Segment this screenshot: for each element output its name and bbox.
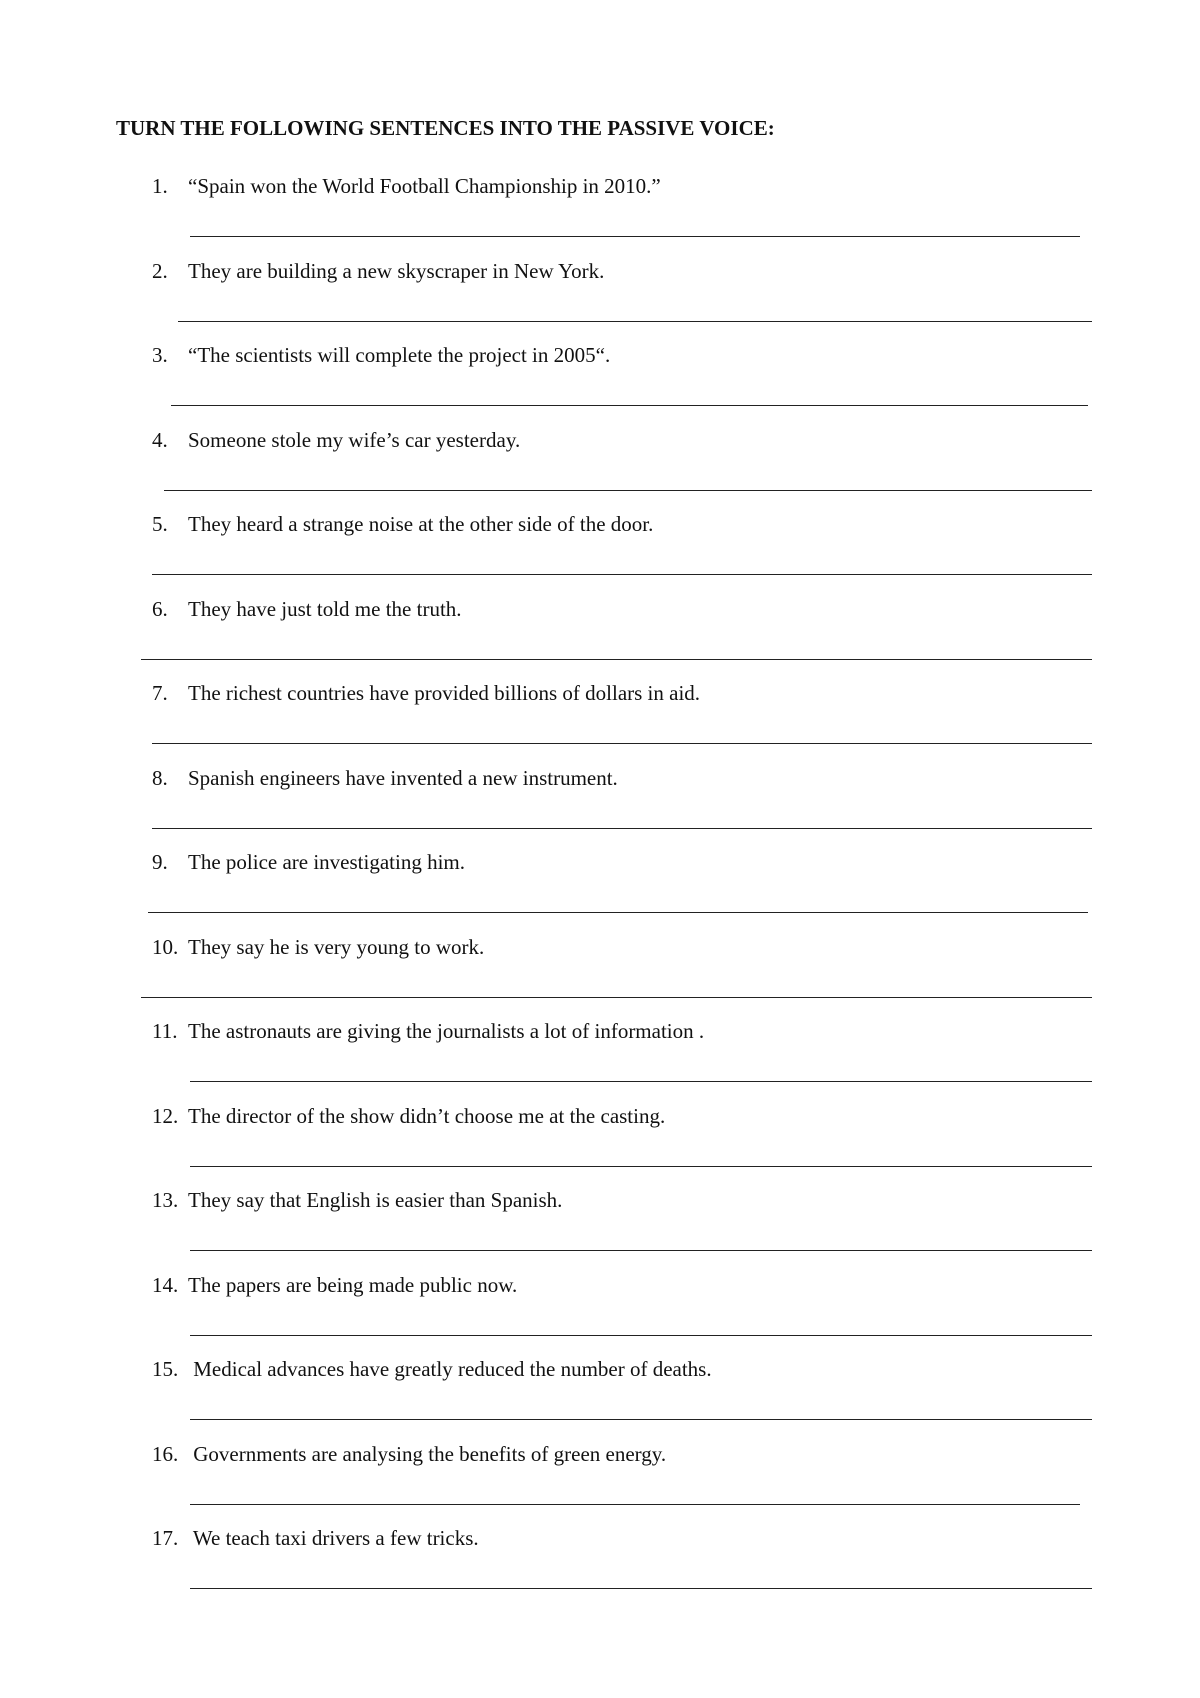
exercise-sentence-text: They say he is very young to work. [188, 934, 485, 959]
worksheet-title: TURN THE FOLLOWING SENTENCES INTO THE PASSIVE VOICE: [116, 116, 775, 140]
exercise-number: 9. [152, 850, 168, 874]
exercise-sentence-text: The richest countries have provided billions of dollars in aid. [188, 681, 701, 705]
exercise-item [0, 597, 1200, 681]
exercise-number: 8. [152, 765, 168, 790]
exercise-number: 7. [152, 681, 168, 705]
exercise-item [0, 1104, 1200, 1188]
exercise-sentence [152, 597, 462, 622]
exercise-number: 6. [152, 596, 168, 621]
exercise-sentence-text: They heard a strange noise at the other side of the door. [188, 512, 654, 536]
exercise-sentence-text: They say that English is easier than Spanish. [188, 1188, 563, 1212]
exercise-item [0, 1273, 1200, 1357]
exercise-number: 11. [152, 1019, 178, 1043]
exercise-item [0, 1526, 1200, 1610]
exercise-sentence [152, 681, 700, 706]
exercise-item [0, 850, 1200, 934]
answer-line[interactable] [152, 743, 1092, 744]
exercise-sentence-text: “The scientists will complete the project in 2005“. [188, 343, 611, 367]
answer-line[interactable] [171, 405, 1088, 406]
exercise-item [0, 681, 1200, 765]
exercise-sentence [152, 1273, 517, 1298]
exercise-sentence-text: Spanish engineers have invented a new instrument. [188, 765, 618, 790]
exercise-item [0, 766, 1200, 850]
exercise-sentence-text: They have just told me the truth. [188, 596, 462, 621]
exercise-sentence [152, 1019, 704, 1044]
exercise-sentence-text: The papers are being made public now. [188, 1272, 518, 1297]
answer-line[interactable] [152, 574, 1092, 575]
exercise-sentence [152, 174, 661, 199]
exercise-sentence [152, 935, 484, 960]
exercise-sentence [152, 766, 618, 791]
answer-line[interactable] [141, 997, 1092, 998]
answer-line[interactable] [190, 1419, 1092, 1420]
exercise-sentence-text: The astronauts are giving the journalists a lot of information . [188, 1019, 705, 1043]
exercise-sentence-text: We teach taxi drivers a few tricks. [188, 1526, 479, 1550]
exercise-item [0, 428, 1200, 512]
exercise-number: 14. [152, 1272, 179, 1297]
answer-line[interactable] [141, 659, 1092, 660]
answer-line[interactable] [190, 1081, 1092, 1082]
exercise-item [0, 1188, 1200, 1272]
exercise-sentence-text: “Spain won the World Football Championship in 2010.” [188, 174, 661, 198]
exercise-item [0, 343, 1200, 427]
exercise-sentence [152, 1357, 712, 1382]
exercise-item [0, 1019, 1200, 1103]
exercise-sentence [152, 512, 653, 537]
exercise-item [0, 174, 1200, 258]
exercise-number: 17. [152, 1526, 179, 1550]
exercise-sentence [152, 343, 610, 368]
exercise-number: 2. [152, 258, 168, 283]
exercise-item [0, 259, 1200, 343]
exercise-sentence-text: Someone stole my wife’s car yesterday. [188, 427, 521, 452]
exercise-sentence [152, 850, 465, 875]
exercise-number: 4. [152, 427, 168, 452]
answer-line[interactable] [190, 1335, 1092, 1336]
exercise-sentence [152, 428, 520, 453]
exercise-sentence-text: The police are investigating him. [188, 850, 465, 874]
exercise-number: 3. [152, 343, 168, 367]
exercise-sentence [152, 1442, 666, 1467]
answer-line[interactable] [190, 1504, 1080, 1505]
exercise-item [0, 935, 1200, 1019]
exercise-item [0, 1357, 1200, 1441]
exercise-number: 13. [152, 1188, 179, 1212]
answer-line[interactable] [190, 236, 1080, 237]
exercise-number: 16. [152, 1441, 179, 1466]
answer-line[interactable] [164, 490, 1092, 491]
answer-line[interactable] [152, 828, 1092, 829]
exercise-sentence [152, 1526, 479, 1551]
exercise-sentence-text: They are building a new skyscraper in New York. [188, 258, 605, 283]
exercise-sentence-text: Governments are analysing the benefits of green energy. [188, 1441, 667, 1466]
exercise-sentence-text: Medical advances have greatly reduced the number of deaths. [188, 1357, 712, 1381]
exercise-sentence [152, 1104, 665, 1129]
exercise-number: 10. [152, 934, 179, 959]
exercise-item [0, 512, 1200, 596]
exercise-number: 15. [152, 1357, 179, 1381]
answer-line[interactable] [148, 912, 1088, 913]
exercise-number: 12. [152, 1103, 179, 1128]
answer-line[interactable] [190, 1588, 1092, 1589]
answer-line[interactable] [190, 1250, 1092, 1251]
exercise-sentence [152, 259, 604, 284]
answer-line[interactable] [178, 321, 1092, 322]
exercise-sentence-text: The director of the show didn’t choose me at the casting. [188, 1103, 666, 1128]
exercise-sentence [152, 1188, 562, 1213]
answer-line[interactable] [190, 1166, 1092, 1167]
exercise-item [0, 1442, 1200, 1526]
exercise-number: 5. [152, 512, 168, 536]
exercise-number: 1. [152, 174, 168, 198]
